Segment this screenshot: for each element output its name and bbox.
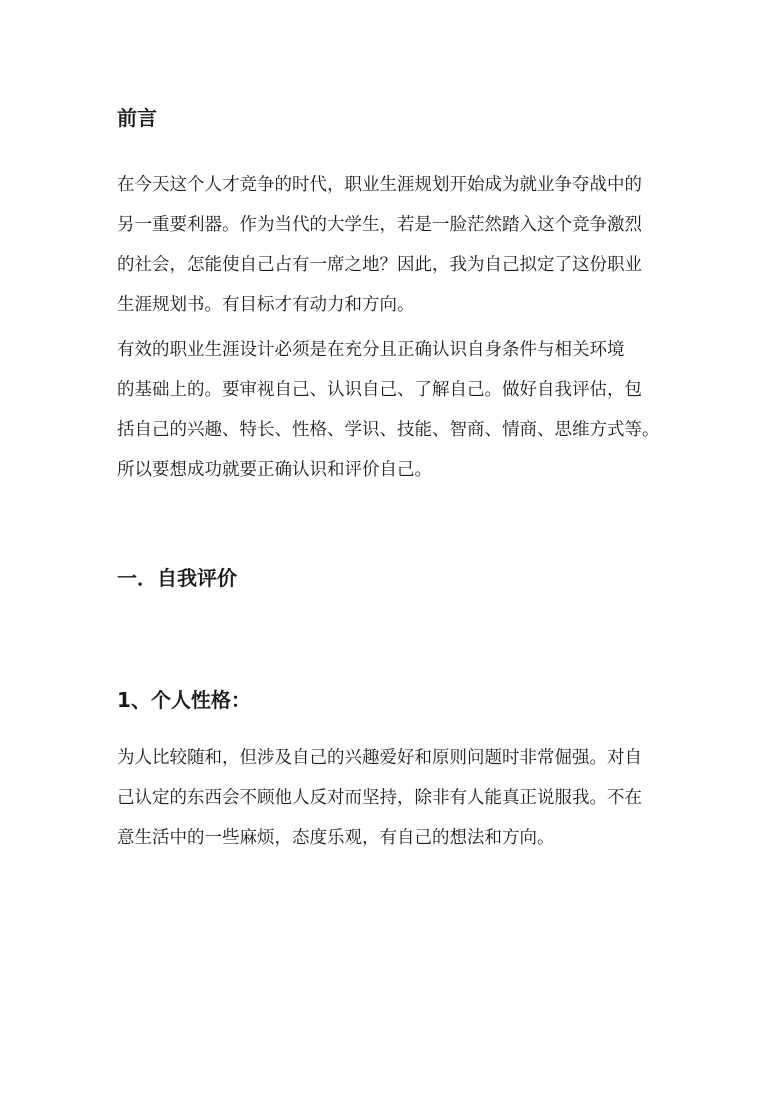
personality-paragraph — [117, 738, 677, 858]
paragraph-line: 的基础上的。要审视自己、认识自己、了解自己。做好自我评估，包 — [117, 380, 642, 400]
paragraph-line: 己认定的东西会不顾他人反对而坚持，除非有人能真正说服我。不在 — [117, 788, 642, 808]
paragraph-line: 意生活中的一些麻烦，态度乐观，有自己的想法和方向。 — [117, 828, 555, 848]
paragraph-line: 所以要想成功就要正确认识和评价自己。 — [117, 460, 432, 480]
paragraph-line: 生涯规划书。有目标才有动力和方向。 — [117, 295, 415, 315]
paragraph-line: 另一重要利器。作为当代的大学生，若是一脸茫然踏入这个竞争激烈 — [117, 215, 642, 235]
section-heading-self-evaluation: 一．自我评价 — [117, 566, 237, 590]
paragraph-line: 的社会，怎能使自己占有一席之地？因此，我为自己拟定了这份职业 — [117, 255, 642, 275]
preface-paragraph-1 — [117, 165, 677, 325]
paragraph-line: 在今天这个人才竞争的时代，职业生涯规划开始成为就业争夺战中的 — [117, 175, 642, 195]
paragraph-line: 括自己的兴趣、特长、性格、学识、技能、智商、情商、思维方式等。 — [117, 420, 660, 440]
paragraph-line: 有效的职业生涯设计必须是在充分且正确认识自身条件与相关环境 — [117, 340, 625, 360]
preface-paragraph-2 — [117, 330, 677, 490]
paragraph-line: 为人比较随和，但涉及自己的兴趣爱好和原则问题时非常倔强。对自 — [117, 748, 642, 768]
subsection-heading-personality: 1、个人性格： — [117, 688, 251, 712]
preface-heading: 前言 — [117, 106, 157, 130]
